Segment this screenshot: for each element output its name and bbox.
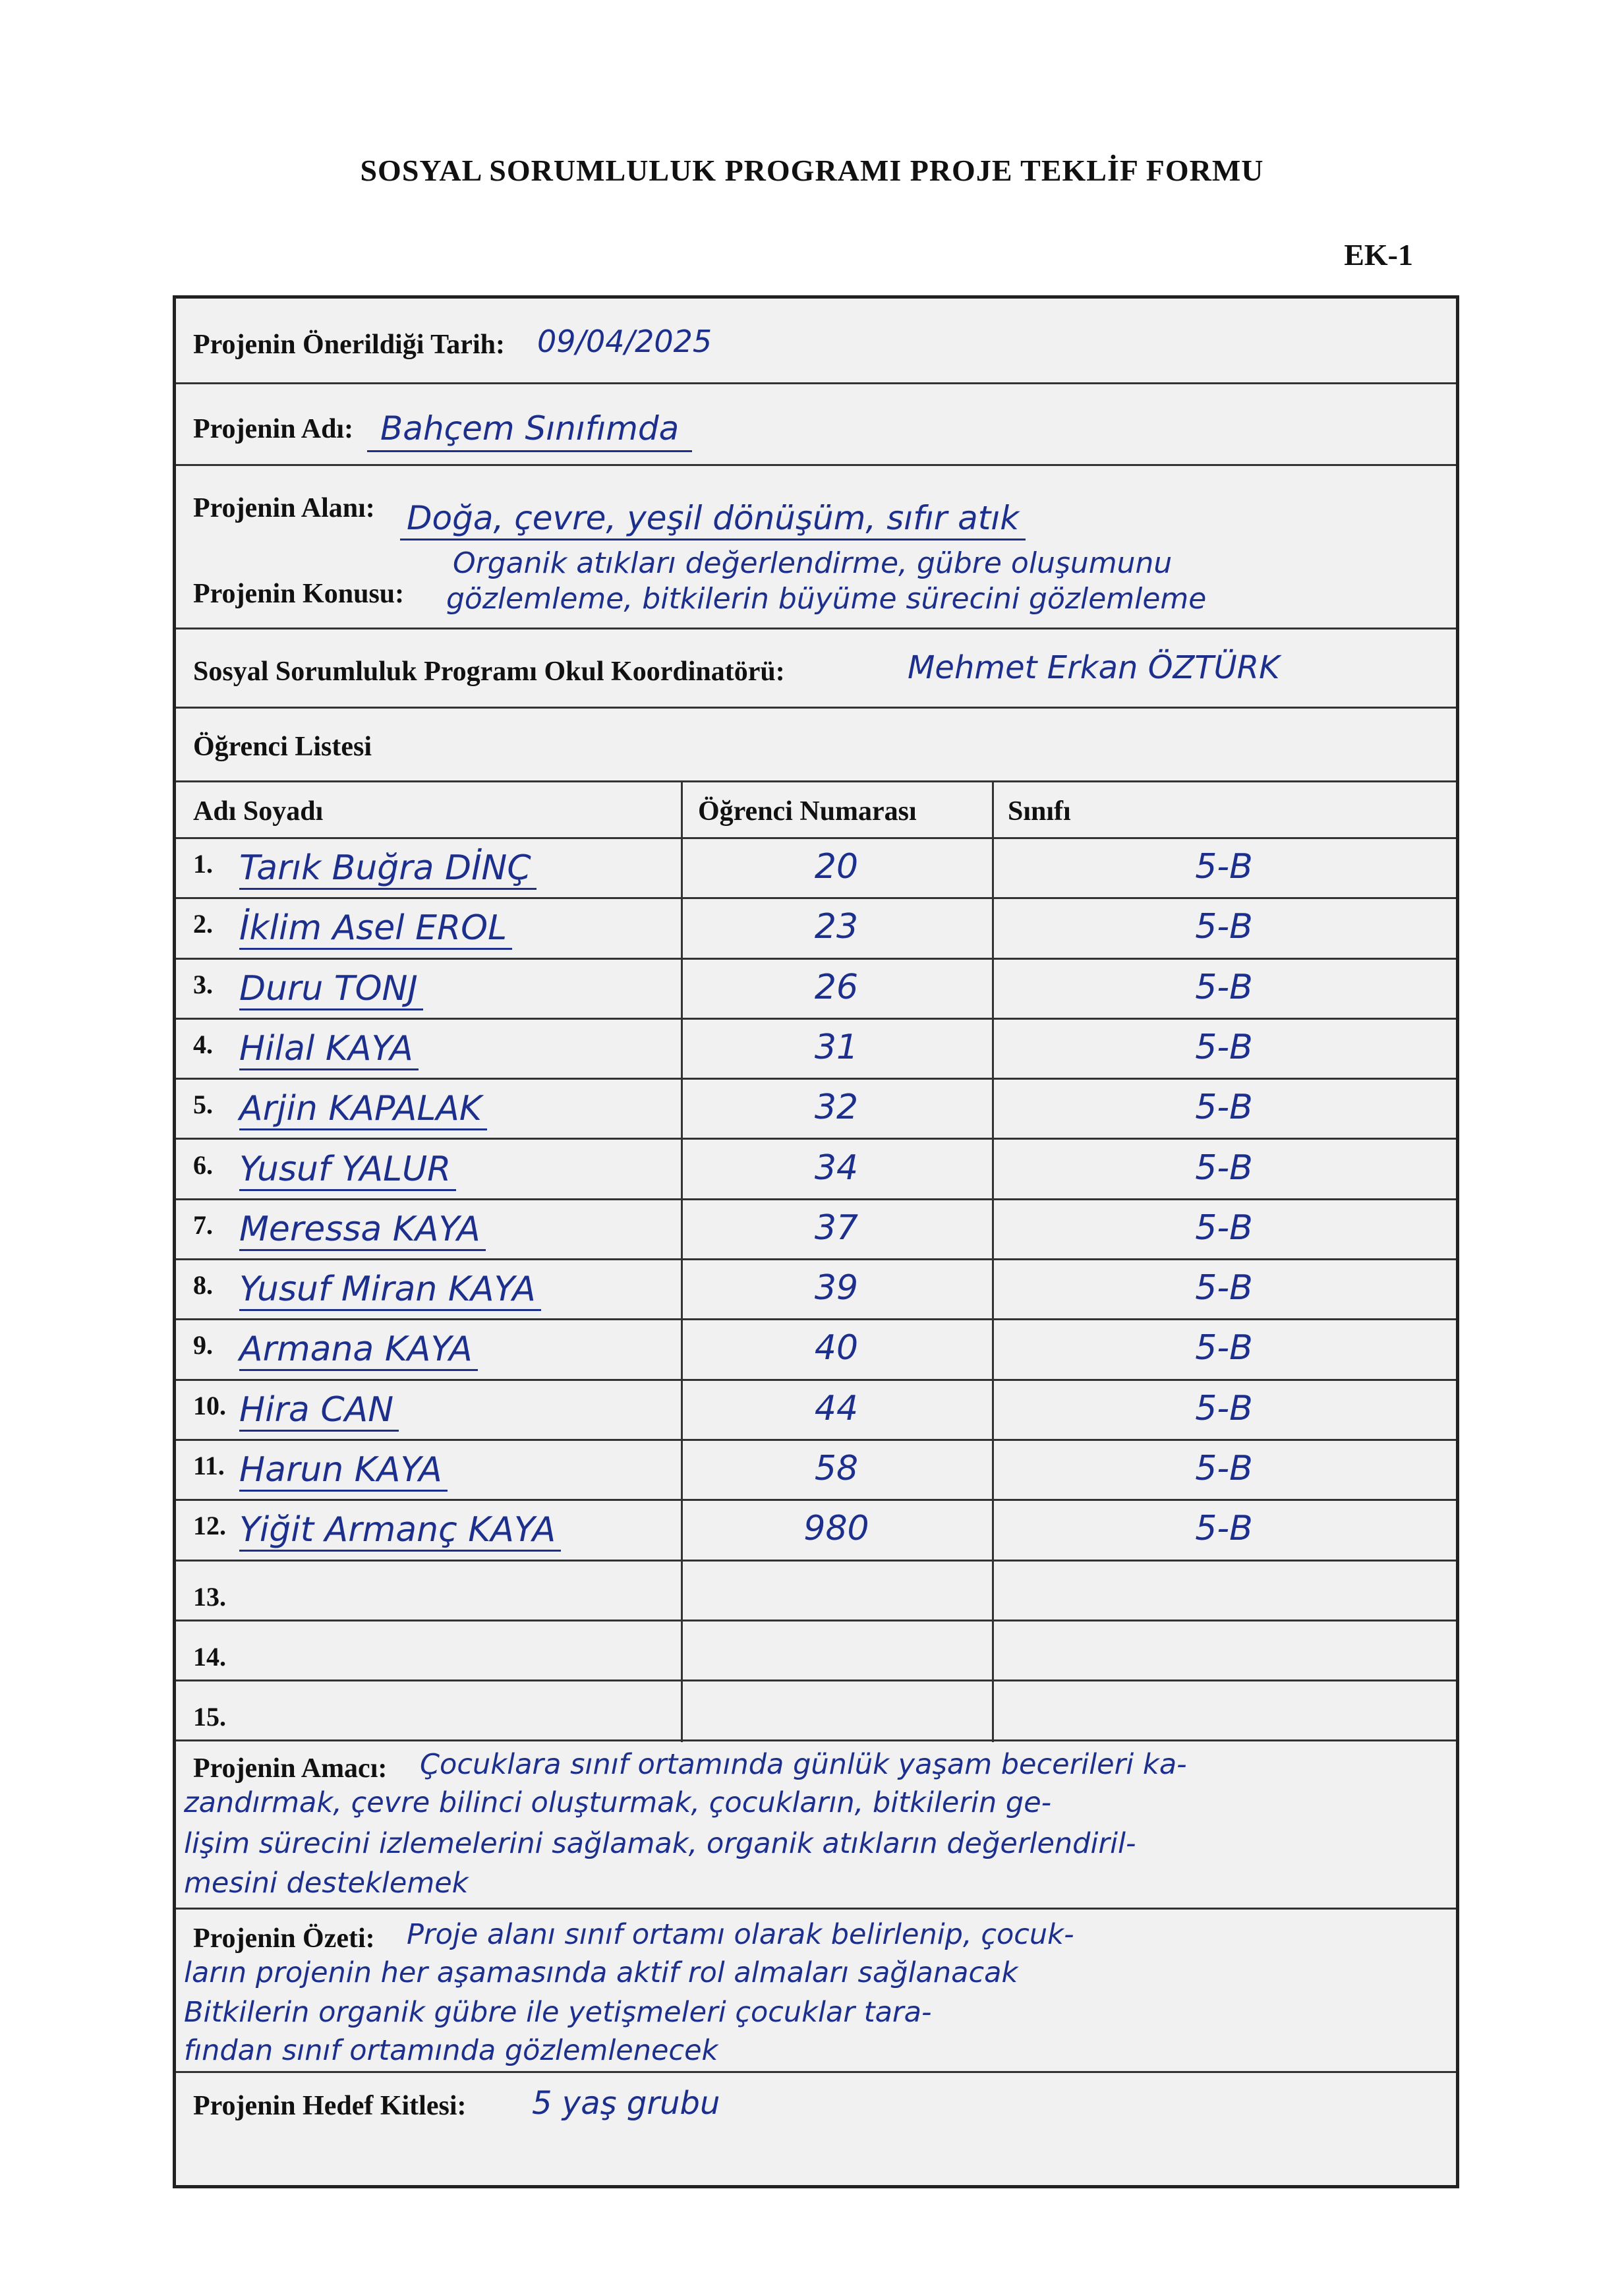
area-label: Projenin Alanı: xyxy=(193,493,375,523)
student-name: Harun KAYA xyxy=(239,1450,448,1492)
topic-label: Projenin Konusu: xyxy=(193,579,405,609)
row-number: 6. xyxy=(193,1150,213,1180)
table-row xyxy=(176,1441,1456,1501)
student-class: 5-B xyxy=(1195,1328,1253,1368)
col-class-header: Sınıfı xyxy=(1008,796,1071,827)
purpose-row xyxy=(176,1742,1456,1910)
student-number: 980 xyxy=(803,1509,869,1549)
student-name: Tarık Buğra DİNÇ xyxy=(239,848,536,890)
student-class: 5-B xyxy=(1195,1088,1253,1128)
area-topic-row xyxy=(176,466,1456,629)
student-name: Duru TONJ xyxy=(239,969,423,1010)
student-number: 37 xyxy=(814,1208,859,1248)
student-class: 5-B xyxy=(1195,967,1253,1007)
col-name-header: Adı Soyadı xyxy=(193,796,324,827)
name-value: Bahçem Sınıfımda xyxy=(367,409,692,452)
purpose-label: Projenin Amacı: xyxy=(193,1753,388,1784)
student-name: Meressa KAYA xyxy=(239,1210,486,1251)
summary-line-1: Proje alanı sınıf ortamı olarak belirlenip, çocuk- xyxy=(407,1918,1074,1951)
student-table-header xyxy=(176,782,1456,839)
student-class: 5-B xyxy=(1195,1268,1253,1308)
table-row xyxy=(176,960,1456,1020)
purpose-line-2: zandırmak, çevre bilinci oluşturmak, çocukların, bitkilerin ge- xyxy=(184,1786,1052,1819)
row-number: 2. xyxy=(193,909,213,939)
row-number: 15. xyxy=(193,1702,226,1732)
col-divider-1 xyxy=(681,782,683,1742)
col-number-header: Öğrenci Numarası xyxy=(698,796,917,827)
student-number: 40 xyxy=(814,1328,859,1368)
student-number: 58 xyxy=(814,1449,859,1488)
student-name: Yusuf Miran KAYA xyxy=(239,1270,541,1311)
date-label: Projenin Önerildiği Tarih: xyxy=(193,330,505,360)
col-divider-2 xyxy=(992,782,994,1742)
table-row xyxy=(176,1621,1456,1681)
table-row xyxy=(176,1501,1456,1561)
table-row xyxy=(176,899,1456,959)
target-label: Projenin Hedef Kitlesi: xyxy=(193,2091,467,2121)
form-title: SOSYAL SORUMLULUK PROGRAMI PROJE TEKLİF FORMU xyxy=(360,154,1264,187)
target-row xyxy=(176,2073,1456,2146)
row-number: 1. xyxy=(193,849,213,879)
student-class: 5-B xyxy=(1195,1027,1253,1067)
row-number: 11. xyxy=(193,1451,225,1480)
date-row xyxy=(176,299,1456,384)
coordinator-label: Sosyal Sorumluluk Programı Okul Koordinatörü: xyxy=(193,657,785,687)
coordinator-value: Mehmet Erkan ÖZTÜRK xyxy=(908,649,1280,686)
coordinator-row xyxy=(176,629,1456,709)
purpose-line-4: mesini desteklemek xyxy=(184,1867,469,1900)
row-number: 5. xyxy=(193,1090,213,1120)
table-row xyxy=(176,1260,1456,1320)
area-value: Doğa, çevre, yeşil dönüşüm, sıfır atık xyxy=(400,499,1026,540)
table-row xyxy=(176,839,1456,899)
student-class: 5-B xyxy=(1195,1388,1253,1428)
topic-line-2: gözlemleme, bitkilerin büyüme sürecini gözlemleme xyxy=(446,582,1207,616)
student-name: Hira CAN xyxy=(239,1390,399,1432)
table-row xyxy=(176,1020,1456,1080)
row-number: 12. xyxy=(193,1511,226,1541)
purpose-line-1: Çocuklara sınıf ortamında günlük yaşam becerileri ka- xyxy=(420,1748,1187,1781)
student-list-label: Öğrenci Listesi xyxy=(193,732,372,762)
name-label: Projenin Adı: xyxy=(193,414,354,444)
student-number: 31 xyxy=(814,1027,859,1067)
student-name: Yiğit Armanç KAYA xyxy=(239,1510,561,1552)
proposal-form xyxy=(173,295,1459,2188)
student-name: Yusuf YALUR xyxy=(239,1150,456,1191)
row-number: 3. xyxy=(193,969,213,999)
student-number: 32 xyxy=(814,1088,859,1128)
student-class: 5-B xyxy=(1195,1208,1253,1248)
target-value: 5 yaş grubu xyxy=(532,2085,720,2122)
row-number: 9. xyxy=(193,1330,213,1360)
table-row xyxy=(176,1140,1456,1200)
table-row xyxy=(176,1080,1456,1140)
student-class: 5-B xyxy=(1195,1509,1253,1549)
summary-line-3: Bitkilerin organik gübre ile yetişmeleri çocuklar tara- xyxy=(184,1996,932,2029)
student-name: Arjin KAPALAK xyxy=(239,1089,487,1130)
table-row xyxy=(176,1381,1456,1441)
summary-line-4: fından sınıf ortamında gözlemlenecek xyxy=(184,2034,718,2067)
student-class: 5-B xyxy=(1195,847,1253,887)
student-name: Armana KAYA xyxy=(239,1329,478,1371)
table-row xyxy=(176,1681,1456,1741)
row-number: 10. xyxy=(193,1390,226,1420)
table-row xyxy=(176,1320,1456,1380)
student-number: 23 xyxy=(814,907,859,947)
student-name: Hilal KAYA xyxy=(239,1029,419,1070)
student-number: 26 xyxy=(814,967,859,1007)
row-number: 14. xyxy=(193,1641,226,1672)
student-number: 34 xyxy=(814,1148,859,1188)
date-value: 09/04/2025 xyxy=(537,324,712,359)
student-class: 5-B xyxy=(1195,907,1253,947)
summary-line-2: ların projenin her aşamasında aktif rol almaları sağlanacak xyxy=(184,1956,1018,1989)
row-number: 4. xyxy=(193,1029,213,1059)
student-name: İklim Asel EROL xyxy=(239,908,512,950)
annex-label: EK-1 xyxy=(1344,238,1413,272)
table-row xyxy=(176,1200,1456,1260)
student-class: 5-B xyxy=(1195,1449,1253,1488)
purpose-line-3: lişim sürecini izlemelerini sağlamak, organik atıkların değerlendiril- xyxy=(184,1827,1136,1860)
row-number: 7. xyxy=(193,1210,213,1240)
name-row xyxy=(176,384,1456,466)
row-number: 13. xyxy=(193,1581,226,1612)
table-row xyxy=(176,1562,1456,1621)
summary-label: Projenin Özeti: xyxy=(193,1923,375,1954)
student-number: 44 xyxy=(814,1388,859,1428)
summary-row xyxy=(176,1910,1456,2073)
student-class: 5-B xyxy=(1195,1148,1253,1188)
student-list-heading-row xyxy=(176,709,1456,782)
topic-line-1: Organik atıkları değerlendirme, gübre oluşumunu xyxy=(453,546,1173,580)
student-number: 20 xyxy=(814,847,859,887)
student-number: 39 xyxy=(814,1268,859,1308)
row-number: 8. xyxy=(193,1270,213,1300)
